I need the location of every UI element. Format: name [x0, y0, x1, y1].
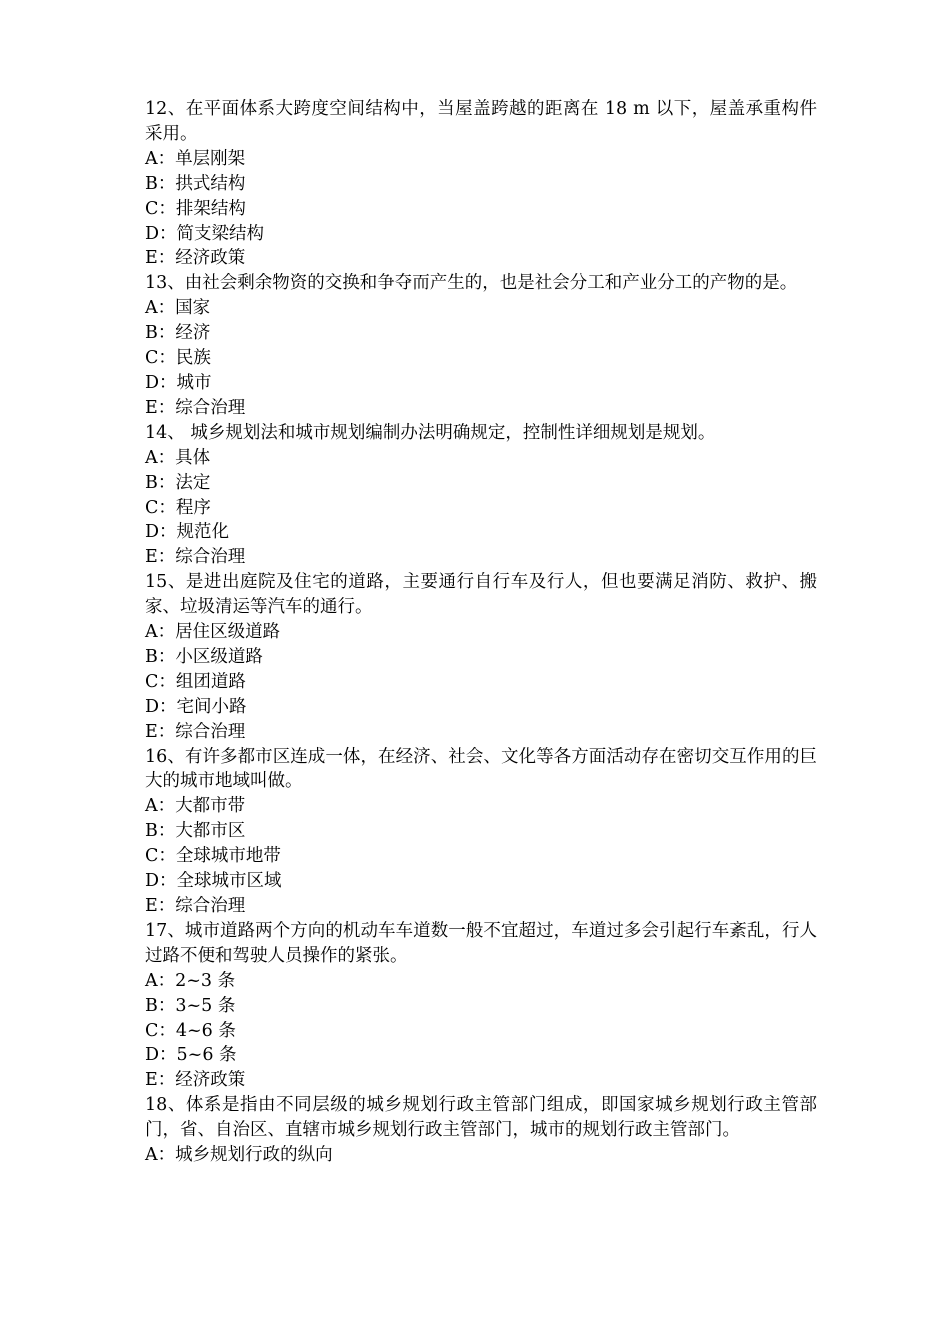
option-e: E：综合治理	[145, 397, 246, 418]
question-text: 16、有许多都市区连成一体，在经济、社会、文化等各方面活动存在密切交互作用的巨大的城市地域叫做。	[145, 746, 817, 792]
option-list	[145, 147, 817, 272]
option-d: D：规范化	[145, 522, 230, 543]
option-b: B：经济	[145, 323, 211, 344]
question-18	[145, 1093, 817, 1168]
option-b: B：拱式结构	[145, 173, 246, 194]
option-b: B：大都市区	[145, 821, 246, 842]
question-14	[145, 421, 817, 570]
option-a: A：居住区级道路	[145, 622, 281, 643]
question-text: 15、是进出庭院及住宅的道路，主要通行自行车及行人，但也要满足消防、救护、搬家、垃圾清运等汽车的通行。	[145, 572, 817, 618]
option-b: B：法定	[145, 472, 211, 493]
option-list	[145, 1143, 817, 1168]
option-a: A：国家	[145, 298, 211, 319]
option-c: C：4~6 条	[145, 1020, 236, 1041]
option-e: E：经济政策	[145, 1070, 246, 1091]
question-text: 17、城市道路两个方向的机动车车道数一般不宜超过，车道过多会引起行车紊乱，行人过路不便和驾驶人员操作的紧张。	[145, 920, 817, 966]
option-list	[145, 969, 817, 1094]
option-e: E：经济政策	[145, 248, 246, 269]
option-c: C：程序	[145, 497, 211, 518]
option-e: E：综合治理	[145, 721, 246, 742]
option-e: E：综合治理	[145, 896, 246, 916]
question-text: 12、在平面体系大跨度空间结构中，当屋盖跨越的距离在 18 m 以下，屋盖承重构件采用。	[145, 99, 817, 144]
question-13	[145, 271, 817, 420]
option-e: E：综合治理	[145, 547, 246, 568]
option-a: A：2~3 条	[145, 970, 236, 991]
question-text: 13、由社会剩余物资的交换和争夺而产生的，也是社会分工和产业分工的产物的是。	[145, 273, 798, 294]
option-d: D：宅间小路	[145, 696, 247, 717]
option-a: A：具体	[145, 447, 211, 468]
option-d: D：城市	[145, 372, 212, 393]
question-15	[145, 570, 817, 744]
option-d: D：全球城市区域	[145, 871, 282, 892]
question-text: 14、 城乡规划法和城市规划编制办法明确规定，控制性详细规划是规划。	[145, 422, 716, 443]
option-b: B：小区级道路	[145, 646, 263, 667]
question-12	[145, 97, 817, 271]
question-16	[145, 745, 817, 919]
option-d: D：简支梁结构	[145, 223, 265, 244]
option-a: A：单层刚架	[145, 148, 246, 169]
option-b: B：3~5 条	[145, 995, 236, 1016]
option-a: A：大都市带	[145, 796, 246, 817]
option-c: C：全球城市地带	[145, 846, 281, 867]
option-list	[145, 620, 817, 745]
option-list	[145, 794, 817, 919]
option-c: C：组团道路	[145, 671, 246, 692]
question-17	[145, 919, 817, 1093]
option-a: A：城乡规划行政的纵向	[145, 1145, 333, 1166]
document-page	[145, 97, 817, 1168]
question-text: 18、体系是指由不同层级的城乡规划行政主管部门组成，即国家城乡规划行政主管部门，省、自治区、直辖市城乡规划行政主管部门，城市的规划行政主管部门。	[145, 1095, 817, 1141]
option-list	[145, 446, 817, 571]
option-d: D：5~6 条	[145, 1045, 237, 1066]
option-c: C：排架结构	[145, 198, 246, 219]
option-c: C：民族	[145, 348, 211, 369]
option-list	[145, 296, 817, 421]
